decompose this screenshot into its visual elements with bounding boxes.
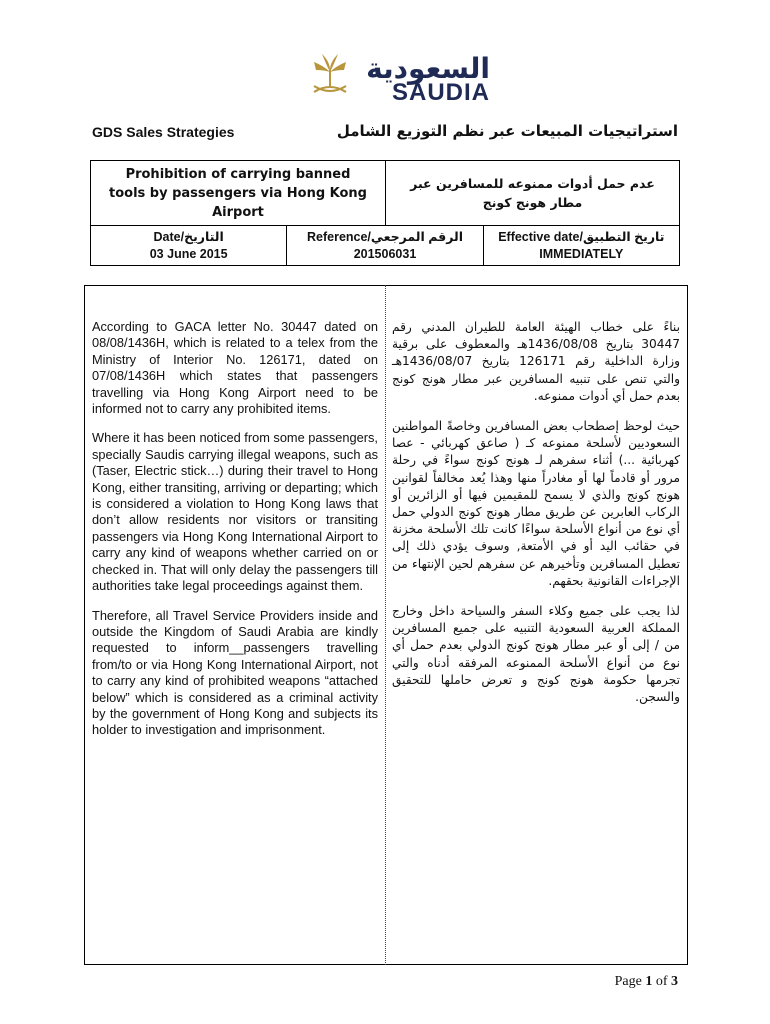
palm-emblem-icon: [314, 54, 346, 92]
document-title-en: GDS Sales Strategies: [92, 124, 235, 140]
body-paragraph-ar: لذا يجب على جميع وكلاء السفر والسياحة داخل وخارج المملكة العربية السعودية التنبيه على جميع المسافرين من / إلى أو عبر مطار هونج كونج الدولي بعدم حمل أي نوع من أنواع الأسلحة الممنوعه المرفقه أدناه والتي تجرمها حكومة هونج كونج و تعرض حاملها للتحقيق والسجن.: [392, 604, 680, 705]
date-label: Date/التاريخ: [153, 230, 224, 244]
subject-ar: عدم حمل أدوات ممنوعه للمسافرين عبر مطار هونج كونج: [410, 176, 655, 210]
reference-value: 201506031: [353, 247, 417, 261]
effective-date-cell: [483, 226, 679, 265]
saudia-logo-emblem: [300, 48, 500, 104]
date-value: 03 June 2015: [149, 247, 228, 261]
page-number-footer: [615, 974, 678, 990]
total-pages-number: 3: [671, 974, 678, 989]
effective-date-label: Effective date/تاريخ التطبيق: [498, 230, 665, 244]
body-paragraph-en: According to GACA letter No. 30447 dated on 08/08/1436H, which is related to a telex from the Ministry of Interior No. 126171, dated on 07/08/1436H which states that passengers travelling via Hong Kong Airport need to be informed not to carry any prohibited items.: [92, 319, 378, 417]
effective-date-value: IMMEDIATELY: [539, 247, 624, 261]
column-divider: [385, 285, 386, 965]
body-paragraph-en: Therefore, all Travel Service Providers inside and outside the Kingdom of Saudi Arabia are kindly requested to inform__passengers travelling from/to or via Hong Kong International Airport, not to carry any kind of prohibited weapons “attached below” which is considered as a criminal activity by the government of Hong Kong and subjects its holder to investigation and imprisonment.: [92, 607, 378, 738]
body-column-en: [92, 319, 378, 739]
subject-en: Prohibition of carrying banned tools by passengers via Hong Kong Airport: [91, 161, 386, 225]
date-cell: [91, 226, 286, 265]
body-paragraph-ar: بناءً على خطاب الهيئة العامة للطيران المدني رقم 30447 بتاريخ 1436/08/08هـ والمعطوف على برقية وزارة الداخلية رقم 126171 بتاريخ 1436/08/07هـ والتي تنص على تنبيه المسافرين عبر مطار هونج كونج بعدم حمل أي أدوات ممنوعه.: [392, 320, 680, 403]
logo-english-text: SAUDIA: [391, 79, 490, 104]
body-paragraph-ar: حيث لوحظ إصطحاب بعض المسافرين وخاصةً المواطنين السعوديين لأسلحة ممنوعه كـ ( صاعق كهربائي - عصا كهربائية ...) أثناء سفرهم لـ هونج كونج سواءً في رحلة مرور أو قادماً لها أو مغادراً منها وهذا يُعد مخالفاً لقوانين هونج كونج والذي لا يسمح للمقيمين فيها أو الزائرين أو الركاب العابرين عن طريق مطار هونج كونج الدولي حمل أي نوع من أنواع الأسلحة سواءًا كانت تلك الأسلحة مخزنة في حقائب اليد أو في الأمتعة, وسوف يؤدي ذلك إلى تعطيل المسافرين وتأخيرهم عن سفرهم لحين الإنتهاء من الإجراءات القانونية بحقهم.: [392, 419, 680, 588]
reference-label: Reference/الرقم المرجعي: [306, 230, 463, 244]
subject-table: [90, 160, 680, 226]
meta-table: [90, 226, 680, 266]
body-column-ar: [392, 319, 680, 706]
logo-arabic-text: السعودية: [366, 52, 490, 85]
current-page-number: 1: [645, 974, 653, 989]
saudia-logo: [300, 48, 500, 104]
body-paragraph-en: Where it has been noticed from some passengers, specially Saudis carrying illegal weapons, such as (Taser, Electric stick…) during their travel to Hong Kong, either transiting, arriving or departing; which is considered a violation to Hong Kong laws that don’t allow residents nor visitors or transiting passengers via Hong Kong International Airport to carry any kind of weapons whether carried on or checked in. That will only delay the passengers till authorities take legal proceedings against them.: [92, 430, 378, 594]
of-word: of: [655, 974, 668, 989]
page-word: Page: [614, 974, 642, 989]
document-title-ar: استراتيجيات المبيعات عبر نظم التوزيع الشامل: [336, 122, 678, 140]
reference-cell: [286, 226, 482, 265]
